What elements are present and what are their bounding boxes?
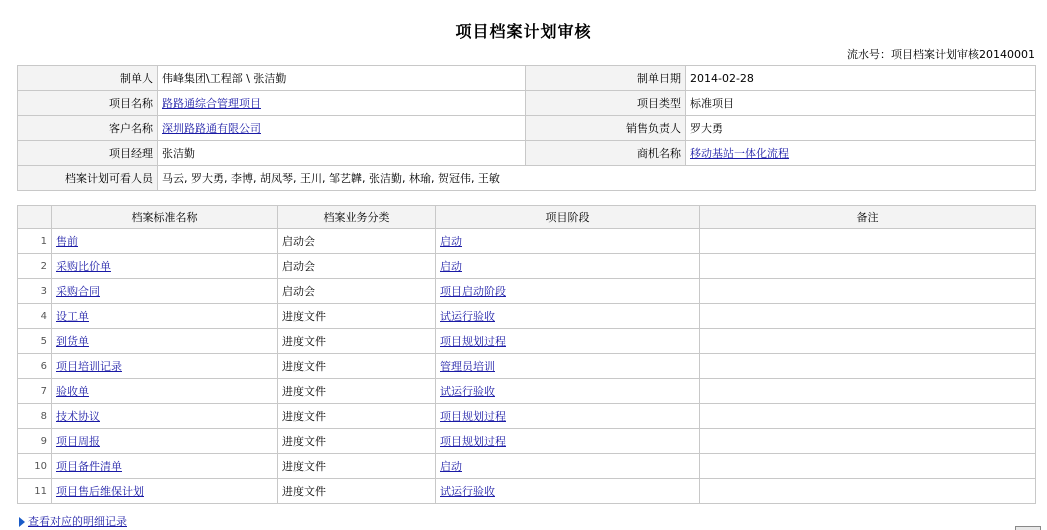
project-stage-link[interactable]: 试运行验收 <box>440 385 495 398</box>
viewers-label: 档案计划可看人员 <box>18 166 158 191</box>
project-stage-link[interactable]: 项目启动阶段 <box>440 285 506 298</box>
manager-value: 张洁勤 <box>158 141 526 166</box>
project-name-label: 项目名称 <box>18 91 158 116</box>
table-row <box>18 404 1036 429</box>
archive-category: 进度文件 <box>278 454 436 479</box>
creator-label: 制单人 <box>18 66 158 91</box>
project-stage-cell <box>436 454 700 479</box>
project-stage-cell <box>436 404 700 429</box>
serial-value: 项目档案计划审核20140001 <box>891 48 1035 61</box>
archive-name-cell <box>52 429 278 454</box>
view-detail-link[interactable]: 查看对应的明细记录 <box>28 515 127 528</box>
archive-name-cell <box>52 454 278 479</box>
archive-name-link[interactable]: 项目备件清单 <box>56 460 122 473</box>
archive-name-cell <box>52 254 278 279</box>
row-number: 10 <box>18 454 52 479</box>
table-row <box>18 429 1036 454</box>
sales-label: 销售负责人 <box>526 116 686 141</box>
project-stage-cell <box>436 429 700 454</box>
table-row <box>18 379 1036 404</box>
row-number: 3 <box>18 279 52 304</box>
info-table <box>17 65 1036 191</box>
table-row <box>18 254 1036 279</box>
project-type-value: 标准项目 <box>686 91 1036 116</box>
project-stage-link[interactable]: 试运行验收 <box>440 485 495 498</box>
project-stage-cell <box>436 279 700 304</box>
row-note <box>700 254 1036 279</box>
archive-category: 启动会 <box>278 279 436 304</box>
archive-name-cell <box>52 229 278 254</box>
info-row-project <box>18 91 1036 116</box>
project-stage-link[interactable]: 项目规划过程 <box>440 410 506 423</box>
customer-link[interactable]: 深圳路路通有限公司 <box>162 122 261 135</box>
archive-name-cell <box>52 354 278 379</box>
row-note <box>700 404 1036 429</box>
archive-category: 进度文件 <box>278 329 436 354</box>
archive-name-link[interactable]: 设工单 <box>56 310 89 323</box>
sales-value: 罗大勇 <box>686 116 1036 141</box>
info-row-customer <box>18 116 1036 141</box>
table-row <box>18 329 1036 354</box>
project-stage-link[interactable]: 项目规划过程 <box>440 435 506 448</box>
table-row <box>18 454 1036 479</box>
project-stage-link[interactable]: 启动 <box>440 235 462 248</box>
row-number: 1 <box>18 229 52 254</box>
archive-name-link[interactable]: 项目培训记录 <box>56 360 122 373</box>
archive-category: 启动会 <box>278 254 436 279</box>
opportunity-label: 商机名称 <box>526 141 686 166</box>
archive-name-link[interactable]: 采购合同 <box>56 285 100 298</box>
project-name-link[interactable]: 路路通综合管理项目 <box>162 97 261 110</box>
row-note <box>700 379 1036 404</box>
customer-label: 客户名称 <box>18 116 158 141</box>
row-note <box>700 479 1036 504</box>
info-row-creator <box>18 66 1036 91</box>
archive-name-link[interactable]: 到货单 <box>56 335 89 348</box>
view-detail-records[interactable] <box>19 513 127 529</box>
archive-name-link[interactable]: 采购比价单 <box>56 260 111 273</box>
date-value: 2014-02-28 <box>686 66 1036 91</box>
project-stage-link[interactable]: 试运行验收 <box>440 310 495 323</box>
archive-name-link[interactable]: 技术协议 <box>56 410 100 423</box>
project-stage-link[interactable]: 管理员培训 <box>440 360 495 373</box>
project-stage-link[interactable]: 启动 <box>440 460 462 473</box>
project-type-label: 项目类型 <box>526 91 686 116</box>
header-num <box>18 206 52 229</box>
detail-header-row <box>18 206 1036 229</box>
project-stage-link[interactable]: 启动 <box>440 260 462 273</box>
row-note <box>700 329 1036 354</box>
row-note <box>700 279 1036 304</box>
triangle-right-icon <box>19 517 25 527</box>
archive-name-link[interactable]: 验收单 <box>56 385 89 398</box>
project-stage-cell <box>436 329 700 354</box>
archive-name-cell <box>52 304 278 329</box>
info-row-viewers <box>18 166 1036 191</box>
archive-name-cell <box>52 329 278 354</box>
row-note <box>700 354 1036 379</box>
row-number: 11 <box>18 479 52 504</box>
serial-label: 流水号： <box>847 48 891 61</box>
viewers-value: 马云, 罗大勇, 李博, 胡凤琴, 王川, 邹艺韡, 张洁勤, 林瑜, 贺冠伟, 王敏 <box>158 166 1036 191</box>
archive-category: 进度文件 <box>278 354 436 379</box>
row-number: 9 <box>18 429 52 454</box>
table-row <box>18 354 1036 379</box>
project-stage-cell <box>436 229 700 254</box>
row-number: 8 <box>18 404 52 429</box>
archive-name-link[interactable]: 售前 <box>56 235 78 248</box>
project-stage-link[interactable]: 项目规划过程 <box>440 335 506 348</box>
archive-name-cell <box>52 379 278 404</box>
page-title: 项目档案计划审核 <box>455 22 592 41</box>
header-category: 档案业务分类 <box>278 206 436 229</box>
row-note <box>700 429 1036 454</box>
archive-category: 进度文件 <box>278 304 436 329</box>
archive-category: 启动会 <box>278 229 436 254</box>
row-number: 7 <box>18 379 52 404</box>
archive-name-link[interactable]: 项目周报 <box>56 435 100 448</box>
row-number: 5 <box>18 329 52 354</box>
archive-category: 进度文件 <box>278 404 436 429</box>
detail-table <box>17 205 1036 504</box>
archive-name-cell <box>52 279 278 304</box>
archive-name-cell <box>52 404 278 429</box>
row-note <box>700 304 1036 329</box>
row-number: 4 <box>18 304 52 329</box>
archive-name-cell <box>52 479 278 504</box>
project-stage-cell <box>436 304 700 329</box>
header-name: 档案标准名称 <box>52 206 278 229</box>
info-row-manager <box>18 141 1036 166</box>
project-stage-cell <box>436 254 700 279</box>
manager-label: 项目经理 <box>18 141 158 166</box>
header-stage: 项目阶段 <box>436 206 700 229</box>
scroll-corner <box>1015 526 1041 530</box>
archive-category: 进度文件 <box>278 479 436 504</box>
creator-value: 伟峰集团\工程部 \ 张洁勤 <box>158 66 526 91</box>
project-stage-cell <box>436 479 700 504</box>
archive-category: 进度文件 <box>278 379 436 404</box>
project-stage-cell <box>436 379 700 404</box>
date-label: 制单日期 <box>526 66 686 91</box>
row-number: 6 <box>18 354 52 379</box>
header-note: 备注 <box>700 206 1036 229</box>
table-row <box>18 479 1036 504</box>
serial-number <box>847 46 1035 62</box>
opportunity-link[interactable]: 移动基站一体化流程 <box>690 147 789 160</box>
archive-name-link[interactable]: 项目售后维保计划 <box>56 485 144 498</box>
table-row <box>18 304 1036 329</box>
row-note <box>700 229 1036 254</box>
row-note <box>700 454 1036 479</box>
table-row <box>18 229 1036 254</box>
project-stage-cell <box>436 354 700 379</box>
archive-category: 进度文件 <box>278 429 436 454</box>
table-row <box>18 279 1036 304</box>
row-number: 2 <box>18 254 52 279</box>
